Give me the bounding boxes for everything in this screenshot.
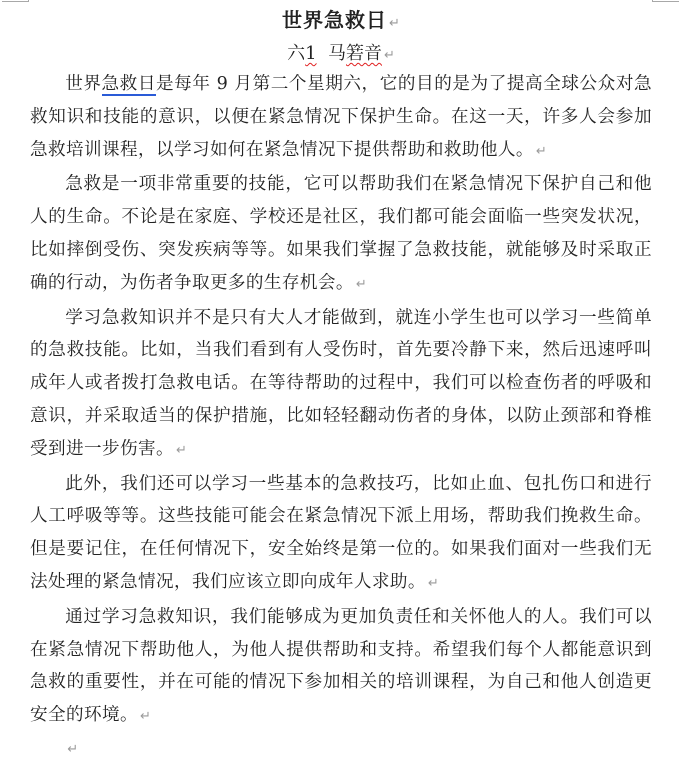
- document-byline[interactable]: [30, 36, 652, 68]
- paragraph-mark-icon: ↵: [175, 442, 187, 458]
- author-given-name[interactable]: 箬音: [346, 43, 382, 64]
- paragraph-mark-icon: ↵: [389, 16, 400, 31]
- page-corner-mark-top-left: [2, 0, 29, 2]
- paragraph-text: 此外，我们还可以学习一些基本的急救技巧，比如止血、包扎伤口和进行人工呼吸等等。这些技能可能会在紧急情况下派上用场，帮助我们挽救生命。但是要记住，在任何情况下，安全始终是第一位的。如果我们面对一些我们无法处理的紧急情况，我们应该立即向成年人求助。: [30, 473, 652, 592]
- class-number[interactable]: 1: [305, 43, 317, 64]
- title-text: 世界急救日: [282, 8, 388, 32]
- paragraph-mark-icon: ↵: [535, 143, 547, 159]
- paragraph-text: 通过学习急救知识，我们能够成为更加负责任和关怀他人的人。我们可以在紧急情况下帮助他人，为他人提供帮助和支持。希望我们每个人都能意识到急救的重要性，并在可能的情况下参加相关的培训课程，为自己和他人创造更安全的环境。: [30, 606, 652, 726]
- paragraph-mark-icon: ↵: [384, 48, 395, 63]
- body-paragraph-5[interactable]: [30, 601, 652, 734]
- paragraph-text: 学习急救知识并不是只有大人才能做到，就连小学生也可以学习一些简单的急救技能。比如，当我们看到有人受伤时，首先要冷静下来，然后迅速呼叫成年人或者拨打急救电话。在等待帮助的过程中，我们可以检查伤者的呼吸和意识，并采取适当的保护措施，比如轻轻翻动伤者的身体，以防止颈部和脊椎受到进一步伤害。: [30, 307, 652, 459]
- paragraph-mark-icon: ↵: [355, 276, 367, 292]
- body-paragraph-3[interactable]: [30, 302, 652, 468]
- class-prefix: 六: [287, 43, 306, 64]
- paragraph-text: 是每年 9 月第二个星期六，它的目的是为了提高全球公众对急救知识和技能的意识，以便在紧急情况下保护生命。在这一天，许多人会参加急救培训课程，以学习如何在紧急情况下提供帮助和救助他人。: [30, 74, 652, 160]
- body-paragraph-2[interactable]: [30, 168, 652, 301]
- body-paragraph-4[interactable]: [30, 468, 652, 601]
- paragraph-mark-icon: ↵: [427, 575, 439, 591]
- empty-paragraph[interactable]: [30, 734, 652, 762]
- document-title[interactable]: [30, 0, 652, 36]
- page-corner-mark-top-right: [652, 0, 679, 2]
- paragraph-text: 急救是一项非常重要的技能，它可以帮助我们在紧急情况下保护自己和他人的生命。不论是在家庭、学校还是社区，我们都可能会面临一些突发状况，比如摔倒受伤、突发疾病等等。如果我们掌握了急救技能，就能够及时采取正确的行动，为伤者争取更多的生存机会。: [30, 174, 652, 293]
- paragraph-mark-icon: ↵: [67, 741, 79, 757]
- author-family-name: 马: [328, 43, 346, 64]
- body-paragraph-1[interactable]: [30, 68, 652, 168]
- paragraph-text: 世界: [65, 74, 102, 94]
- document-page[interactable]: [30, 0, 652, 762]
- paragraph-mark-icon: ↵: [139, 709, 151, 725]
- grammar-flagged-text[interactable]: 急救日: [101, 74, 157, 94]
